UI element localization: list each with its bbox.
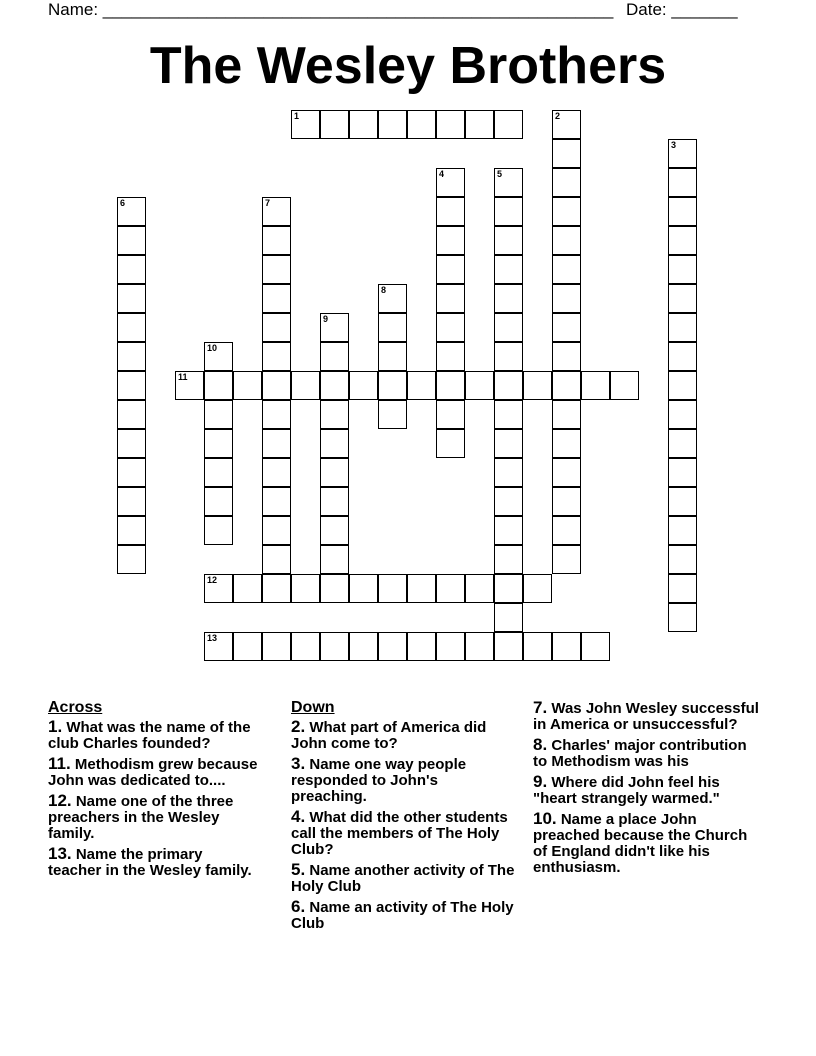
clue-across-11: 11. Methodism grew because John was dedicated to.... — [48, 754, 258, 789]
grid-cell[interactable] — [262, 545, 291, 574]
grid-cell[interactable] — [668, 342, 697, 371]
grid-cell[interactable] — [378, 574, 407, 603]
grid-cell[interactable] — [523, 371, 552, 400]
clue-number: 6 — [120, 198, 126, 208]
grid-cell[interactable] — [436, 284, 465, 313]
grid-cell[interactable] — [262, 487, 291, 516]
grid-cell[interactable] — [204, 487, 233, 516]
grid-cell[interactable] — [233, 371, 262, 400]
grid-cell[interactable] — [436, 342, 465, 371]
grid-cell[interactable] — [291, 371, 320, 400]
grid-cell[interactable] — [494, 371, 523, 400]
grid-cell[interactable] — [204, 429, 233, 458]
grid-cell[interactable] — [320, 429, 349, 458]
grid-cell[interactable] — [320, 371, 349, 400]
grid-cell[interactable] — [494, 516, 523, 545]
grid-cell[interactable] — [552, 168, 581, 197]
clue-across-13: 13. Name the primary teacher in the Wesley family. — [48, 844, 252, 879]
grid-cell[interactable] — [378, 284, 407, 313]
clue-number: 9 — [323, 314, 329, 324]
grid-cell[interactable] — [204, 371, 233, 400]
clue-down-5: 5. Name another activity of The Holy Club — [291, 860, 515, 895]
grid-cell[interactable] — [378, 342, 407, 371]
grid-cell[interactable] — [378, 632, 407, 661]
grid-cell[interactable] — [465, 371, 494, 400]
grid-cell[interactable] — [668, 197, 697, 226]
grid-cell[interactable] — [552, 226, 581, 255]
grid-cell[interactable] — [465, 110, 494, 139]
grid-cell[interactable] — [494, 197, 523, 226]
clue-down-9: 9. Where did John feel his "heart strangely warmed." — [533, 772, 720, 807]
grid-cell[interactable] — [552, 342, 581, 371]
clue-number: 11 — [178, 372, 188, 382]
grid-cell[interactable] — [262, 400, 291, 429]
grid-cell[interactable] — [204, 458, 233, 487]
grid-cell[interactable] — [668, 458, 697, 487]
grid-cell[interactable] — [117, 255, 146, 284]
across-clues — [48, 700, 258, 883]
grid-cell[interactable] — [436, 226, 465, 255]
grid-cell[interactable] — [581, 371, 610, 400]
grid-cell[interactable] — [552, 429, 581, 458]
grid-cell[interactable] — [378, 313, 407, 342]
grid-cell[interactable] — [552, 284, 581, 313]
grid-cell[interactable] — [291, 574, 320, 603]
grid-cell[interactable] — [117, 342, 146, 371]
grid-cell[interactable] — [668, 255, 697, 284]
clue-number: 5 — [497, 169, 503, 179]
grid-cell[interactable] — [494, 313, 523, 342]
clue-down-10: 10. Name a place John preached because the Church of England didn't like his enthusiasm. — [533, 809, 748, 876]
down-clues — [291, 700, 516, 936]
grid-cell[interactable] — [552, 313, 581, 342]
clue-number: 7 — [265, 198, 271, 208]
grid-cell[interactable] — [378, 371, 407, 400]
grid-cell[interactable] — [552, 632, 581, 661]
grid-cell[interactable] — [581, 632, 610, 661]
grid-cell[interactable] — [494, 284, 523, 313]
grid-cell[interactable] — [552, 371, 581, 400]
grid-cell[interactable] — [552, 458, 581, 487]
grid-cell[interactable] — [494, 429, 523, 458]
grid-cell[interactable] — [117, 516, 146, 545]
grid-cell[interactable] — [436, 429, 465, 458]
grid-cell[interactable] — [349, 574, 378, 603]
grid-cell[interactable] — [494, 342, 523, 371]
grid-cell[interactable] — [668, 545, 697, 574]
grid-cell[interactable] — [610, 371, 639, 400]
grid-cell[interactable] — [668, 371, 697, 400]
grid-cell[interactable] — [233, 574, 262, 603]
clue-across-1: 1. What was the name of the club Charles founded? — [48, 717, 251, 752]
date-field[interactable]: Date: _______ — [626, 0, 738, 19]
grid-cell[interactable] — [668, 516, 697, 545]
clue-down-3: 3. Name one way people responded to John's preaching. — [291, 754, 467, 805]
grid-cell[interactable] — [407, 110, 436, 139]
name-field[interactable]: Name: ______________________________________________________ — [48, 0, 614, 19]
grid-cell[interactable] — [233, 632, 262, 661]
grid-cell[interactable] — [117, 313, 146, 342]
grid-cell[interactable] — [436, 168, 465, 197]
grid-cell[interactable] — [117, 197, 146, 226]
grid-cell[interactable] — [204, 574, 233, 603]
grid-cell[interactable] — [407, 371, 436, 400]
grid-cell[interactable] — [552, 400, 581, 429]
clue-down-8: 8. Charles' major contribution to Methodism was his — [533, 735, 747, 770]
grid-cell[interactable] — [436, 632, 465, 661]
grid-cell[interactable] — [668, 603, 697, 632]
grid-cell[interactable] — [204, 632, 233, 661]
grid-cell[interactable] — [378, 400, 407, 429]
grid-cell[interactable] — [262, 313, 291, 342]
across-heading: Across — [48, 699, 103, 716]
grid-cell[interactable] — [320, 110, 349, 139]
grid-cell[interactable] — [262, 516, 291, 545]
grid-cell[interactable] — [291, 110, 320, 139]
grid-cell[interactable] — [262, 284, 291, 313]
grid-cell[interactable] — [436, 255, 465, 284]
grid-cell[interactable] — [668, 139, 697, 168]
grid-cell[interactable] — [349, 371, 378, 400]
grid-cell[interactable] — [436, 574, 465, 603]
page-title: The Wesley Brothers — [149, 37, 667, 95]
grid-cell[interactable] — [262, 371, 291, 400]
clue-down-7: 7. Was John Wesley successful in America or unsuccessful? — [533, 698, 759, 733]
grid-cell[interactable] — [117, 458, 146, 487]
grid-cell[interactable] — [320, 574, 349, 603]
grid-cell[interactable] — [262, 342, 291, 371]
grid-cell[interactable] — [436, 197, 465, 226]
grid-cell[interactable] — [668, 487, 697, 516]
grid-cell[interactable] — [552, 255, 581, 284]
grid-cell[interactable] — [262, 226, 291, 255]
grid-cell[interactable] — [494, 603, 523, 632]
grid-cell[interactable] — [262, 574, 291, 603]
grid-cell[interactable] — [668, 574, 697, 603]
clue-number: 10 — [207, 343, 218, 353]
grid-cell[interactable] — [262, 458, 291, 487]
clue-down-6: 6. Name an activity of The Holy Club — [291, 897, 514, 932]
grid-cell[interactable] — [494, 487, 523, 516]
grid-cell[interactable] — [175, 371, 204, 400]
clue-number: 1 — [294, 111, 300, 121]
grid-cell[interactable] — [436, 313, 465, 342]
grid-cell[interactable] — [262, 632, 291, 661]
grid-cell[interactable] — [494, 168, 523, 197]
grid-cell[interactable] — [465, 632, 494, 661]
clue-number: 13 — [207, 633, 218, 643]
grid-cell[interactable] — [552, 197, 581, 226]
clue-number: 12 — [207, 575, 218, 585]
clue-number: 3 — [671, 140, 677, 150]
grid-cell[interactable] — [407, 632, 436, 661]
grid-cell[interactable] — [117, 545, 146, 574]
grid-cell[interactable] — [117, 487, 146, 516]
grid-cell[interactable] — [494, 255, 523, 284]
grid-cell[interactable] — [204, 400, 233, 429]
grid-cell[interactable] — [204, 342, 233, 371]
clue-down-4: 4. What did the other students call the members of The Holy Club? — [291, 807, 508, 858]
grid-cell[interactable] — [117, 429, 146, 458]
grid-cell[interactable] — [668, 168, 697, 197]
grid-cell[interactable] — [552, 110, 581, 139]
grid-cell[interactable] — [320, 545, 349, 574]
grid-cell[interactable] — [117, 226, 146, 255]
grid-cell[interactable] — [494, 458, 523, 487]
grid-cell[interactable] — [117, 284, 146, 313]
grid-cell[interactable] — [552, 516, 581, 545]
grid-cell[interactable] — [320, 458, 349, 487]
grid-cell[interactable] — [378, 110, 407, 139]
grid-cell[interactable] — [494, 545, 523, 574]
grid-cell[interactable] — [320, 632, 349, 661]
down-clues-continued — [533, 700, 763, 880]
grid-cell[interactable] — [668, 429, 697, 458]
grid-cell[interactable] — [262, 255, 291, 284]
grid-cell[interactable] — [204, 516, 233, 545]
grid-cell[interactable] — [552, 545, 581, 574]
grid-cell[interactable] — [465, 574, 494, 603]
grid-cell[interactable] — [668, 284, 697, 313]
grid-cell[interactable] — [668, 226, 697, 255]
grid-cell[interactable] — [494, 632, 523, 661]
grid-cell[interactable] — [349, 632, 378, 661]
grid-cell[interactable] — [407, 574, 436, 603]
grid-cell[interactable] — [320, 313, 349, 342]
grid-cell[interactable] — [436, 110, 465, 139]
grid-cell[interactable] — [494, 226, 523, 255]
clue-number: 2 — [555, 111, 561, 121]
grid-cell[interactable] — [494, 574, 523, 603]
clue-number: 8 — [381, 285, 387, 295]
grid-cell[interactable] — [668, 400, 697, 429]
grid-cell[interactable] — [349, 110, 378, 139]
grid-cell[interactable] — [117, 371, 146, 400]
grid-cell[interactable] — [436, 371, 465, 400]
clue-number: 4 — [439, 169, 445, 179]
grid-cell[interactable] — [117, 400, 146, 429]
grid-cell[interactable] — [552, 139, 581, 168]
grid-cell[interactable] — [291, 632, 320, 661]
grid-cell[interactable] — [262, 197, 291, 226]
clue-across-12: 12. Name one of the three preachers in the Wesley family. — [48, 791, 234, 842]
grid-cell[interactable] — [494, 110, 523, 139]
grid-cell[interactable] — [262, 429, 291, 458]
grid-cell[interactable] — [523, 574, 552, 603]
grid-cell[interactable] — [320, 487, 349, 516]
grid-cell[interactable] — [436, 400, 465, 429]
grid-cell[interactable] — [494, 400, 523, 429]
grid-cell[interactable] — [668, 313, 697, 342]
grid-cell[interactable] — [320, 400, 349, 429]
down-heading: Down — [291, 699, 335, 716]
grid-cell[interactable] — [320, 342, 349, 371]
clue-down-2: 2. What part of America did John come to? — [291, 717, 487, 752]
grid-cell[interactable] — [552, 487, 581, 516]
grid-cell[interactable] — [320, 516, 349, 545]
grid-cell[interactable] — [523, 632, 552, 661]
